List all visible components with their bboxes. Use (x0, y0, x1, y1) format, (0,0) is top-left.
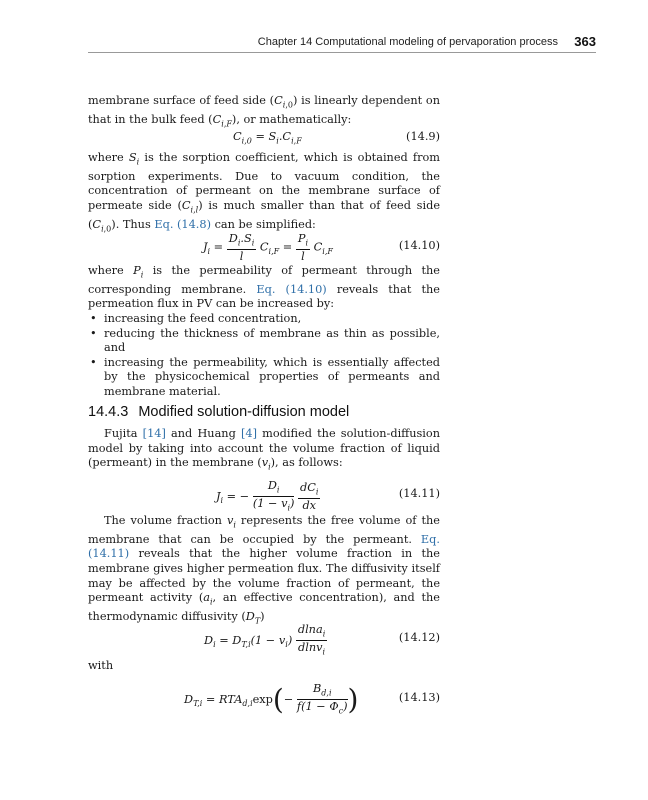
equation-number: (14.10) (398, 239, 440, 252)
paragraph-4: Fujita [14] and Huang [4] modified the solution-diffusion model by taking into account the volume fraction of liquid (permeant) in the membrane $(v_i)$, as follows: (88, 427, 440, 472)
equation-number: (14.12) (398, 631, 440, 644)
reference-link[interactable]: [4] (240, 427, 257, 440)
equation-link-14-10[interactable]: Eq. (14.10) (256, 282, 327, 296)
section-number: 14.4.3 (88, 404, 129, 420)
equation-14-13: $D_{T,i} = RTA_{d,i}\exp(-$ $\frac{B_{d,i}}{f(1 - \Phi_c)}$ ) (14.13) (184, 682, 440, 716)
paragraph-2: where $S_i$ is the sorption coefficient, which is obtained from sorption experiments. Due to vacuum condition, the concentration of permeant on the membrane surface of permeate side $(C_{i,l})$ is much smaller than that of feed side $(C_{i,0})$. Thus Eq. (14.8) can be simplified: (88, 151, 441, 234)
equation-14-9: $C_{i,0} = S_i.C_{i,F}$ (14.9) (233, 130, 440, 146)
section-heading (88, 404, 349, 420)
equation-link-14-8[interactable]: Eq. (14.8) (154, 217, 211, 231)
equation-number: (14.9) (406, 130, 440, 143)
equation-number: (14.11) (398, 487, 440, 500)
list-item: • reducing the thickness of membrane as thin as possible, and (88, 327, 440, 356)
bullet-list (88, 312, 440, 400)
running-title: Chapter 14 Computational modeling of pervaporation process (257, 36, 558, 48)
paragraph-1: membrane surface of feed side $(C_{i,0})$ is linearly dependent on that in the bulk feed $(C_{i,F})$, or mathematically: (88, 94, 441, 129)
paragraph-3: where $P_i$ is the permeability of permeant through the corresponding membrane. Eq. (14.10) reveals that the permeation flux in PV can be increased by: • increasing the feed concentration, • reducing the thickness of membrane as thin as possible, and • increasing the permeability, which is essentially affected by the physicochemical properties of permeants and membrane material. (88, 264, 440, 400)
list-item: • increasing the permeability, which is essentially affected by the physicochemical properties of permeants and membrane material. (88, 356, 440, 400)
equation-link-14-11[interactable]: Eq. (14.11) (88, 532, 440, 561)
equation-number: (14.13) (398, 691, 440, 704)
equation-14-11: $J_i$ = − $\frac{D_i}{(1 - v_i)}$ $\frac{dC_i}{dx}$ (14.11) (216, 479, 440, 513)
section-title: Modified solution-diffusion model (138, 404, 350, 420)
running-header (88, 34, 596, 53)
page-number: 363 (574, 34, 596, 49)
paragraph-5: The volume fraction $v_i$ represents the free volume of the membrane that can be occupied by the permeant. Eq. (14.11) reveals that the higher volume fraction in the membrane gives higher permeation flux. The diffusivity itself may be affected by the volume fraction of permeant, the permeant activity ($a_i$, an effective concentration), and the thermodynamic diffusivity $(D_T)$ (88, 514, 440, 626)
list-item: • increasing the feed concentration, (88, 312, 440, 327)
reference-link[interactable]: [14] (142, 427, 166, 440)
equation-14-10: $J_i$ = $\frac{D_i.S_i}{l}$ $C_{i,F}$ = $\frac{P_i}{l}$ $C_{i,F}$ (14.10) (203, 232, 440, 264)
equation-14-12: $D_i = D_{T,i}(1 - v_i)$ $\frac{dlna_i}{dlnv_i}$ (14.12) (204, 623, 440, 657)
with-label: with (88, 659, 114, 672)
